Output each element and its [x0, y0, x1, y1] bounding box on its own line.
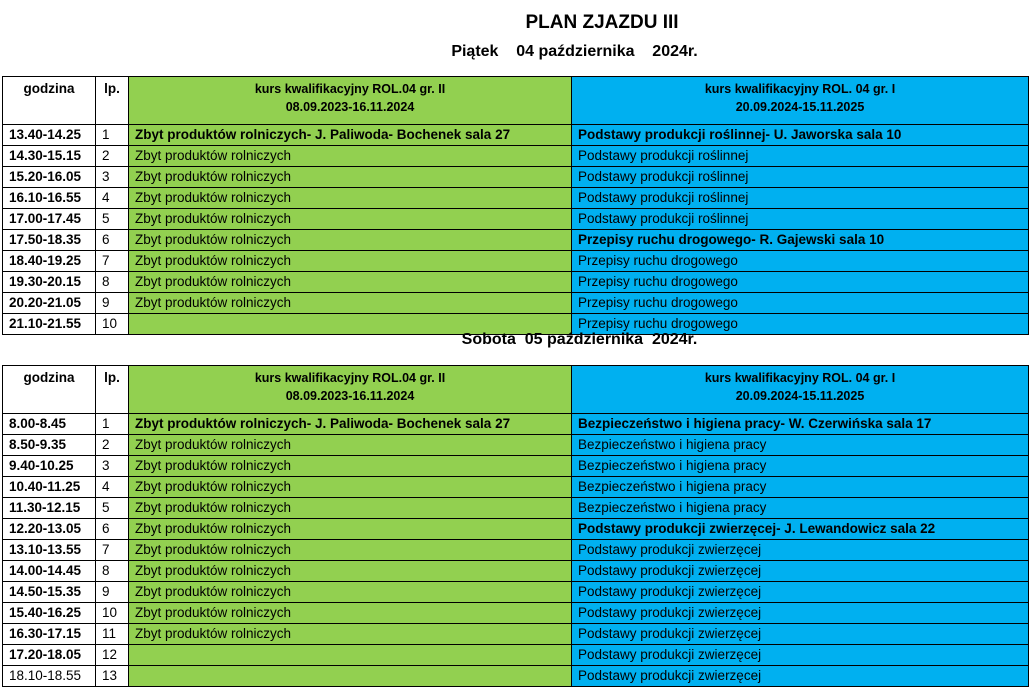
- cell-group-1: Podstawy produkcji roślinnej: [572, 146, 1029, 167]
- cell-lp: 6: [96, 519, 129, 540]
- cell-group-2: Zbyt produktów rolniczych- J. Paliwoda- Bochenek sala 27: [129, 125, 572, 146]
- cell-lp: 5: [96, 209, 129, 230]
- table-row: [3, 188, 1029, 209]
- cell-lp: 12: [96, 645, 129, 666]
- table-row: [3, 540, 1029, 561]
- cell-hour: 13.40-14.25: [3, 125, 96, 146]
- cell-group-2: Zbyt produktów rolniczych: [129, 293, 572, 314]
- cell-hour: 8.50-9.35: [3, 435, 96, 456]
- cell-hour: 17.20-18.05: [3, 645, 96, 666]
- cell-group-2: [129, 666, 572, 687]
- cell-group-2: Zbyt produktów rolniczych: [129, 456, 572, 477]
- cell-lp: 8: [96, 561, 129, 582]
- cell-group-1: Podstawy produkcji zwierzęcej: [572, 666, 1029, 687]
- cell-hour: 12.20-13.05: [3, 519, 96, 540]
- table-row: [3, 435, 1029, 456]
- cell-group-1: Podstawy produkcji zwierzęcej: [572, 603, 1029, 624]
- cell-group-1: Podstawy produkcji zwierzęcej: [572, 582, 1029, 603]
- cell-group-1: Podstawy produkcji roślinnej- U. Jaworska sala 10: [572, 125, 1029, 146]
- table-header-row: [3, 77, 1029, 125]
- cell-hour: 16.10-16.55: [3, 188, 96, 209]
- cell-hour: 17.00-17.45: [3, 209, 96, 230]
- cell-lp: 10: [96, 314, 129, 335]
- header-group-1: [572, 366, 1029, 414]
- table-row: [3, 125, 1029, 146]
- cell-group-2: Zbyt produktów rolniczych: [129, 188, 572, 209]
- cell-hour: 18.40-19.25: [3, 251, 96, 272]
- cell-hour: 15.40-16.25: [3, 603, 96, 624]
- table-row: [3, 603, 1029, 624]
- table-row: [3, 498, 1029, 519]
- table-row: [3, 645, 1029, 666]
- header-group-1-dates: 20.09.2024-15.11.2025: [735, 100, 865, 114]
- day1-heading: Piątek 04 października 2024r.: [451, 43, 698, 60]
- cell-hour: 17.50-18.35: [3, 230, 96, 251]
- cell-lp: 2: [96, 435, 129, 456]
- cell-group-2: Zbyt produktów rolniczych: [129, 582, 572, 603]
- cell-hour: 20.20-21.05: [3, 293, 96, 314]
- cell-group-2: Zbyt produktów rolniczych: [129, 603, 572, 624]
- cell-lp: 6: [96, 230, 129, 251]
- header-hour: godzina: [3, 77, 96, 125]
- cell-hour: 21.10-21.55: [3, 314, 96, 335]
- table-row: [3, 230, 1029, 251]
- header-group-2-title: kurs kwalifikacyjny ROL.04 gr. II: [254, 82, 446, 96]
- cell-group-1: Podstawy produkcji zwierzęcej: [572, 624, 1029, 645]
- cell-group-2: Zbyt produktów rolniczych: [129, 209, 572, 230]
- cell-group-1: Przepisy ruchu drogowego: [572, 251, 1029, 272]
- cell-lp: 4: [96, 188, 129, 209]
- cell-group-2: Zbyt produktów rolniczych: [129, 230, 572, 251]
- table-row: [3, 251, 1029, 272]
- header-group-2-dates: 08.09.2023-16.11.2024: [285, 389, 415, 403]
- cell-lp: 7: [96, 251, 129, 272]
- cell-group-1: Przepisy ruchu drogowego: [572, 314, 1029, 335]
- cell-hour: 9.40-10.25: [3, 456, 96, 477]
- cell-group-2: Zbyt produktów rolniczych: [129, 167, 572, 188]
- cell-group-1: Podstawy produkcji roślinnej: [572, 209, 1029, 230]
- header-group-1-title: kurs kwalifikacyjny ROL. 04 gr. I: [704, 371, 896, 385]
- table-row: [3, 666, 1029, 687]
- header-group-1-dates: 20.09.2024-15.11.2025: [735, 389, 865, 403]
- table-row: [3, 477, 1029, 498]
- cell-lp: 2: [96, 146, 129, 167]
- cell-lp: 9: [96, 293, 129, 314]
- cell-group-2: Zbyt produktów rolniczych: [129, 540, 572, 561]
- page-title: PLAN ZJAZDU III: [525, 12, 679, 33]
- cell-lp: 9: [96, 582, 129, 603]
- cell-lp: 1: [96, 414, 129, 435]
- cell-hour: 13.10-13.55: [3, 540, 96, 561]
- cell-lp: 4: [96, 477, 129, 498]
- header-group-2: [129, 77, 572, 125]
- header-group-2-dates: 08.09.2023-16.11.2024: [285, 100, 415, 114]
- header-group-2: [129, 366, 572, 414]
- cell-group-2: Zbyt produktów rolniczych: [129, 251, 572, 272]
- cell-hour: 19.30-20.15: [3, 272, 96, 293]
- table-row: [3, 519, 1029, 540]
- cell-group-1: Podstawy produkcji zwierzęcej: [572, 645, 1029, 666]
- cell-group-1: Podstawy produkcji roślinnej: [572, 188, 1029, 209]
- cell-group-1: Bezpieczeństwo i higiena pracy: [572, 477, 1029, 498]
- cell-lp: 7: [96, 540, 129, 561]
- cell-hour: 15.20-16.05: [3, 167, 96, 188]
- table-header-row: [3, 366, 1029, 414]
- cell-hour: 14.00-14.45: [3, 561, 96, 582]
- table-row: [3, 272, 1029, 293]
- header-group-1-title: kurs kwalifikacyjny ROL. 04 gr. I: [704, 82, 896, 96]
- cell-lp: 1: [96, 125, 129, 146]
- header-hour: godzina: [3, 366, 96, 414]
- cell-hour: 14.30-15.15: [3, 146, 96, 167]
- cell-group-2: Zbyt produktów rolniczych: [129, 561, 572, 582]
- cell-lp: 3: [96, 456, 129, 477]
- cell-hour: 16.30-17.15: [3, 624, 96, 645]
- table-row: [3, 456, 1029, 477]
- cell-lp: 11: [96, 624, 129, 645]
- cell-lp: 13: [96, 666, 129, 687]
- header-group-1: [572, 77, 1029, 125]
- cell-group-2: [129, 645, 572, 666]
- cell-lp: 3: [96, 167, 129, 188]
- schedule-table-day2: [2, 365, 1029, 687]
- schedule-table-day1: [2, 76, 1029, 335]
- cell-lp: 8: [96, 272, 129, 293]
- cell-hour: 11.30-12.15: [3, 498, 96, 519]
- cell-lp: 10: [96, 603, 129, 624]
- table-row: [3, 414, 1029, 435]
- cell-group-2: Zbyt produktów rolniczych: [129, 624, 572, 645]
- cell-group-1: Podstawy produkcji zwierzęcej: [572, 540, 1029, 561]
- header-lp: lp.: [96, 366, 129, 414]
- cell-group-1: Bezpieczeństwo i higiena pracy- W. Czerwińska sala 17: [572, 414, 1029, 435]
- cell-group-1: Bezpieczeństwo i higiena pracy: [572, 456, 1029, 477]
- cell-group-2: Zbyt produktów rolniczych: [129, 272, 572, 293]
- cell-group-2: Zbyt produktów rolniczych: [129, 435, 572, 456]
- cell-hour: 14.50-15.35: [3, 582, 96, 603]
- table-row: [3, 167, 1029, 188]
- table-row: [3, 209, 1029, 230]
- cell-group-2: Zbyt produktów rolniczych: [129, 519, 572, 540]
- cell-group-2: Zbyt produktów rolniczych: [129, 498, 572, 519]
- cell-hour: 18.10-18.55: [3, 666, 96, 687]
- cell-group-1: Bezpieczeństwo i higiena pracy: [572, 498, 1029, 519]
- table-row: [3, 293, 1029, 314]
- cell-group-1: Przepisy ruchu drogowego- R. Gajewski sala 10: [572, 230, 1029, 251]
- cell-lp: 5: [96, 498, 129, 519]
- table-row: [3, 561, 1029, 582]
- header-lp: lp.: [96, 77, 129, 125]
- day2-heading: Sobota 05 października 2024r.: [461, 331, 698, 348]
- cell-group-1: Podstawy produkcji zwierzęcej- J. Lewandowicz sala 22: [572, 519, 1029, 540]
- cell-group-1: Podstawy produkcji zwierzęcej: [572, 561, 1029, 582]
- cell-group-2: Zbyt produktów rolniczych- J. Paliwoda- Bochenek sala 27: [129, 414, 572, 435]
- cell-hour: 10.40-11.25: [3, 477, 96, 498]
- table-row: [3, 582, 1029, 603]
- table-row: [3, 146, 1029, 167]
- cell-group-1: Bezpieczeństwo i higiena pracy: [572, 435, 1029, 456]
- cell-hour: 8.00-8.45: [3, 414, 96, 435]
- cell-group-1: Przepisy ruchu drogowego: [572, 272, 1029, 293]
- cell-group-2: Zbyt produktów rolniczych: [129, 477, 572, 498]
- cell-group-1: Przepisy ruchu drogowego: [572, 293, 1029, 314]
- header-group-2-title: kurs kwalifikacyjny ROL.04 gr. II: [254, 371, 446, 385]
- table-row: [3, 624, 1029, 645]
- cell-group-2: Zbyt produktów rolniczych: [129, 146, 572, 167]
- cell-group-1: Podstawy produkcji roślinnej: [572, 167, 1029, 188]
